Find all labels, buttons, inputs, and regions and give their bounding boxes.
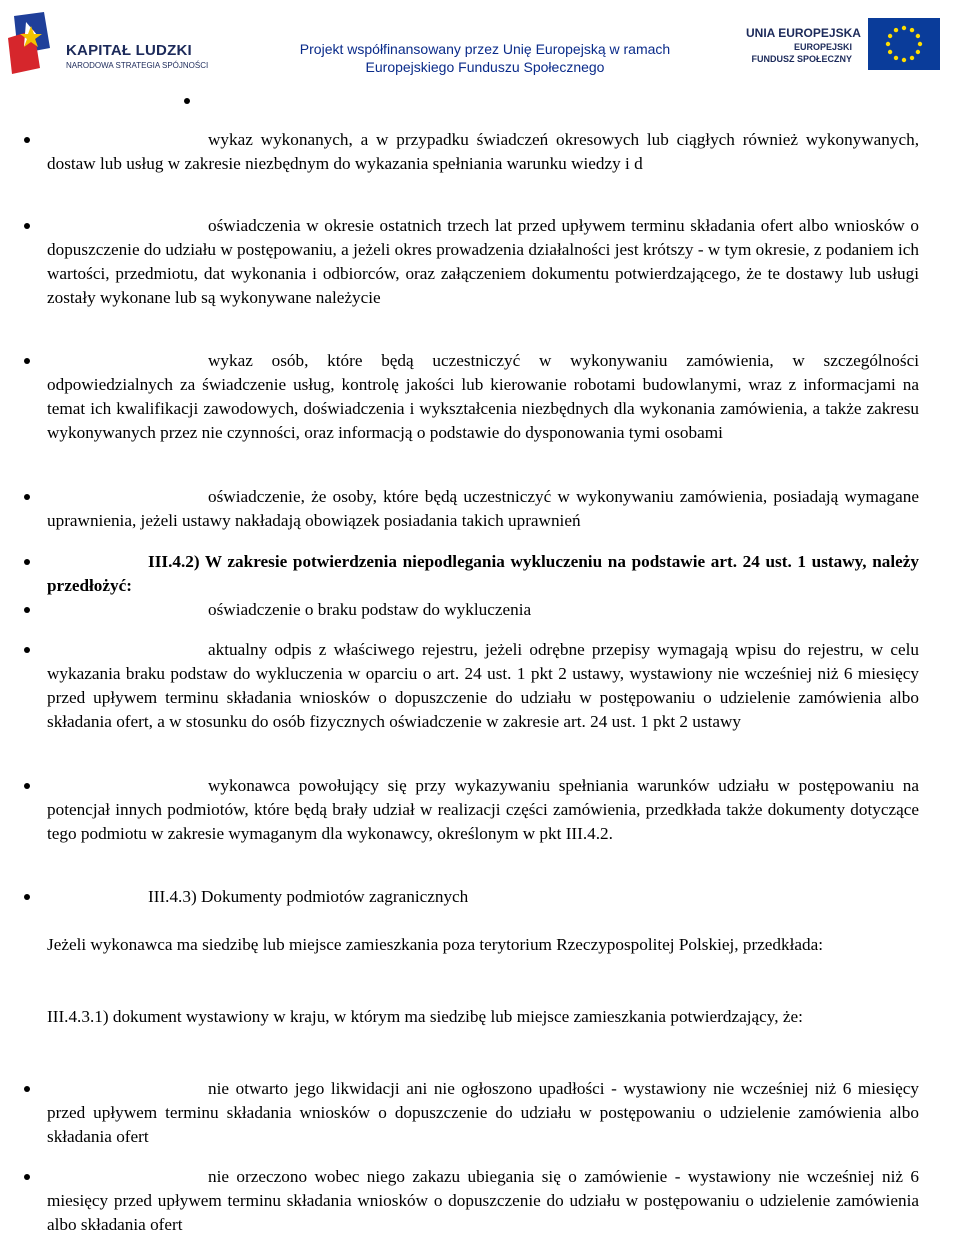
- list-item-text: wykaz wykonanych, a w przypadku świadczeń okresowych lub ciągłych również wykonywanych, dostaw lub usług w zakresie niezbędnym do wykazania spełniania warunku wiedzy i d: [47, 130, 919, 173]
- list-item: [47, 349, 919, 445]
- list-bullet: [24, 137, 30, 143]
- paragraph: [47, 1005, 919, 1029]
- list-item-text: oświadczenia w okresie ostatnich trzech lat przed upływem terminu składania ofert albo wniosków o dopuszczenie do udziału w postępowaniu, a jeżeli okres prowadzenia działalności jest krótszy - w tym okresie, z podaniem ich wartości, przedmiotu, dat wykonania i odbiorców, oraz załączeniem dokumentu potwierdzającego, że te dostawy lub usługi zostały wykonane lub są wykonywane należycie: [47, 216, 919, 307]
- list-item-text: nie otwarto jego likwidacji ani nie ogłoszono upadłości - wystawiony nie wcześniej niż 6 miesięcy przed upływem terminu składania wniosków o dopuszczenie do udziału w postępowaniu o udzielenie zamówienia albo składania ofert: [47, 1079, 919, 1146]
- empty-bullet: [184, 98, 190, 104]
- list-bullet: [24, 1086, 30, 1092]
- list-bullet: [24, 1174, 30, 1180]
- project-note-line-2: Europejskiego Funduszu Społecznego: [365, 59, 605, 75]
- list-item-text: nie orzeczono wobec niego zakazu ubiegania się o zamówienie - wystawiony nie wcześniej niż 6 miesięcy przed upływem terminu składania wniosków o dopuszczenie do udziału w postępowaniu o udzielenie zamówienia albo składania ofert: [47, 1167, 919, 1234]
- kapital-ludzki-title: KAPITAŁ LUDZKI: [66, 42, 192, 59]
- paragraph: [47, 933, 919, 957]
- list-bullet: [24, 494, 30, 500]
- list-item: [47, 214, 919, 310]
- list-item-text: wykaz osób, które będą uczestniczyć w wykonywaniu zamówienia, w szczególności odpowiedzialnych za świadczenie usług, kontrolę jakości lub kierowanie robotami budowlanymi, wraz z informacjami na temat ich kwalifikacji zawodowych, doświadczenia i wykształcenia niezbędnych dla wykonania zamówienia, a także zakresu wykonywanych przez nie czynności, oraz informacją o podstawie do dysponowania tymi osobami: [47, 351, 919, 442]
- section-heading-text: III.4.3) Dokumenty podmiotów zagranicznych: [148, 887, 469, 906]
- project-note-line-1: Projekt współfinansowany przez Unię Europejską w ramach: [299, 41, 671, 57]
- eu-logo-line-3: FUNDUSZ SPOŁECZNY: [751, 54, 852, 64]
- list-item-text: oświadczenie o braku podstaw do wykluczenia: [208, 600, 532, 619]
- section-heading-iii-4-2: [47, 550, 919, 598]
- list-bullet: [24, 358, 30, 364]
- eu-logo-line-2: EUROPEJSKI: [793, 42, 852, 52]
- paragraph-text: Jeżeli wykonawca ma siedzibę lub miejsce zamieszkania poza terytorium Rzeczypospolitej Polskiej, przedkłada:: [47, 935, 824, 954]
- list-item: [47, 1077, 919, 1149]
- section-heading-iii-4-3: [47, 885, 919, 909]
- paragraph-text: III.4.3.1) dokument wystawiony w kraju, w którym ma siedzibę lub miejsce zamieszkania potwierdzający, że:: [47, 1007, 803, 1026]
- kapital-ludzki-subtitle: NARODOWA STRATEGIA SPÓJNOŚCI: [66, 61, 209, 70]
- list-bullet: [24, 783, 30, 789]
- list-item: [47, 638, 919, 734]
- list-bullet: [24, 223, 30, 229]
- list-item: [47, 485, 919, 533]
- list-bullet: [24, 894, 30, 900]
- list-bullet: [24, 607, 30, 613]
- list-bullet: [24, 647, 30, 653]
- list-item-text: aktualny odpis z właściwego rejestru, jeżeli odrębne przepisy wymagają wpisu do rejestru, w celu wykazania braku podstaw do wykluczenia w oparciu o art. 24 ust. 1 pkt 2 ustawy, wystawiony nie wcześniej niż 6 miesięcy przed upływem terminu składania wniosków o dopuszczenie do udziału w postępowaniu o udzielenie zamówienia albo składania ofert, a w stosunku do osób fizycznych oświadczenie w zakresie art. 24 ust. 1 pkt 2 ustawy: [47, 640, 919, 731]
- list-bullet: [24, 559, 30, 565]
- list-item: [47, 598, 919, 622]
- eu-logo-line-1: UNIA EUROPEJSKA: [746, 26, 861, 40]
- list-item-text: oświadczenie, że osoby, które będą uczestniczyć w wykonywaniu zamówienia, posiadają wymagane uprawnienia, jeżeli ustawy nakładają obowiązek posiadania takich uprawnień: [47, 487, 919, 530]
- list-item: [47, 1165, 919, 1237]
- list-item-text: wykonawca powołujący się przy wykazywaniu spełniania warunków udziału w postępowaniu na potencjał innych podmiotów, które będą brały udział w realizacji części zamówienia, przedkłada także dokumenty dotyczące tego podmiotu w zakresie wymaganym dla wykonawcy, określonym w pkt III.4.2.: [47, 776, 919, 843]
- list-item: [47, 128, 919, 176]
- list-item: [47, 774, 919, 846]
- section-heading-text: III.4.2) W zakresie potwierdzenia niepodlegania wykluczeniu na podstawie art. 24 ust. 1 ustawy, należy przedłożyć:: [47, 552, 919, 595]
